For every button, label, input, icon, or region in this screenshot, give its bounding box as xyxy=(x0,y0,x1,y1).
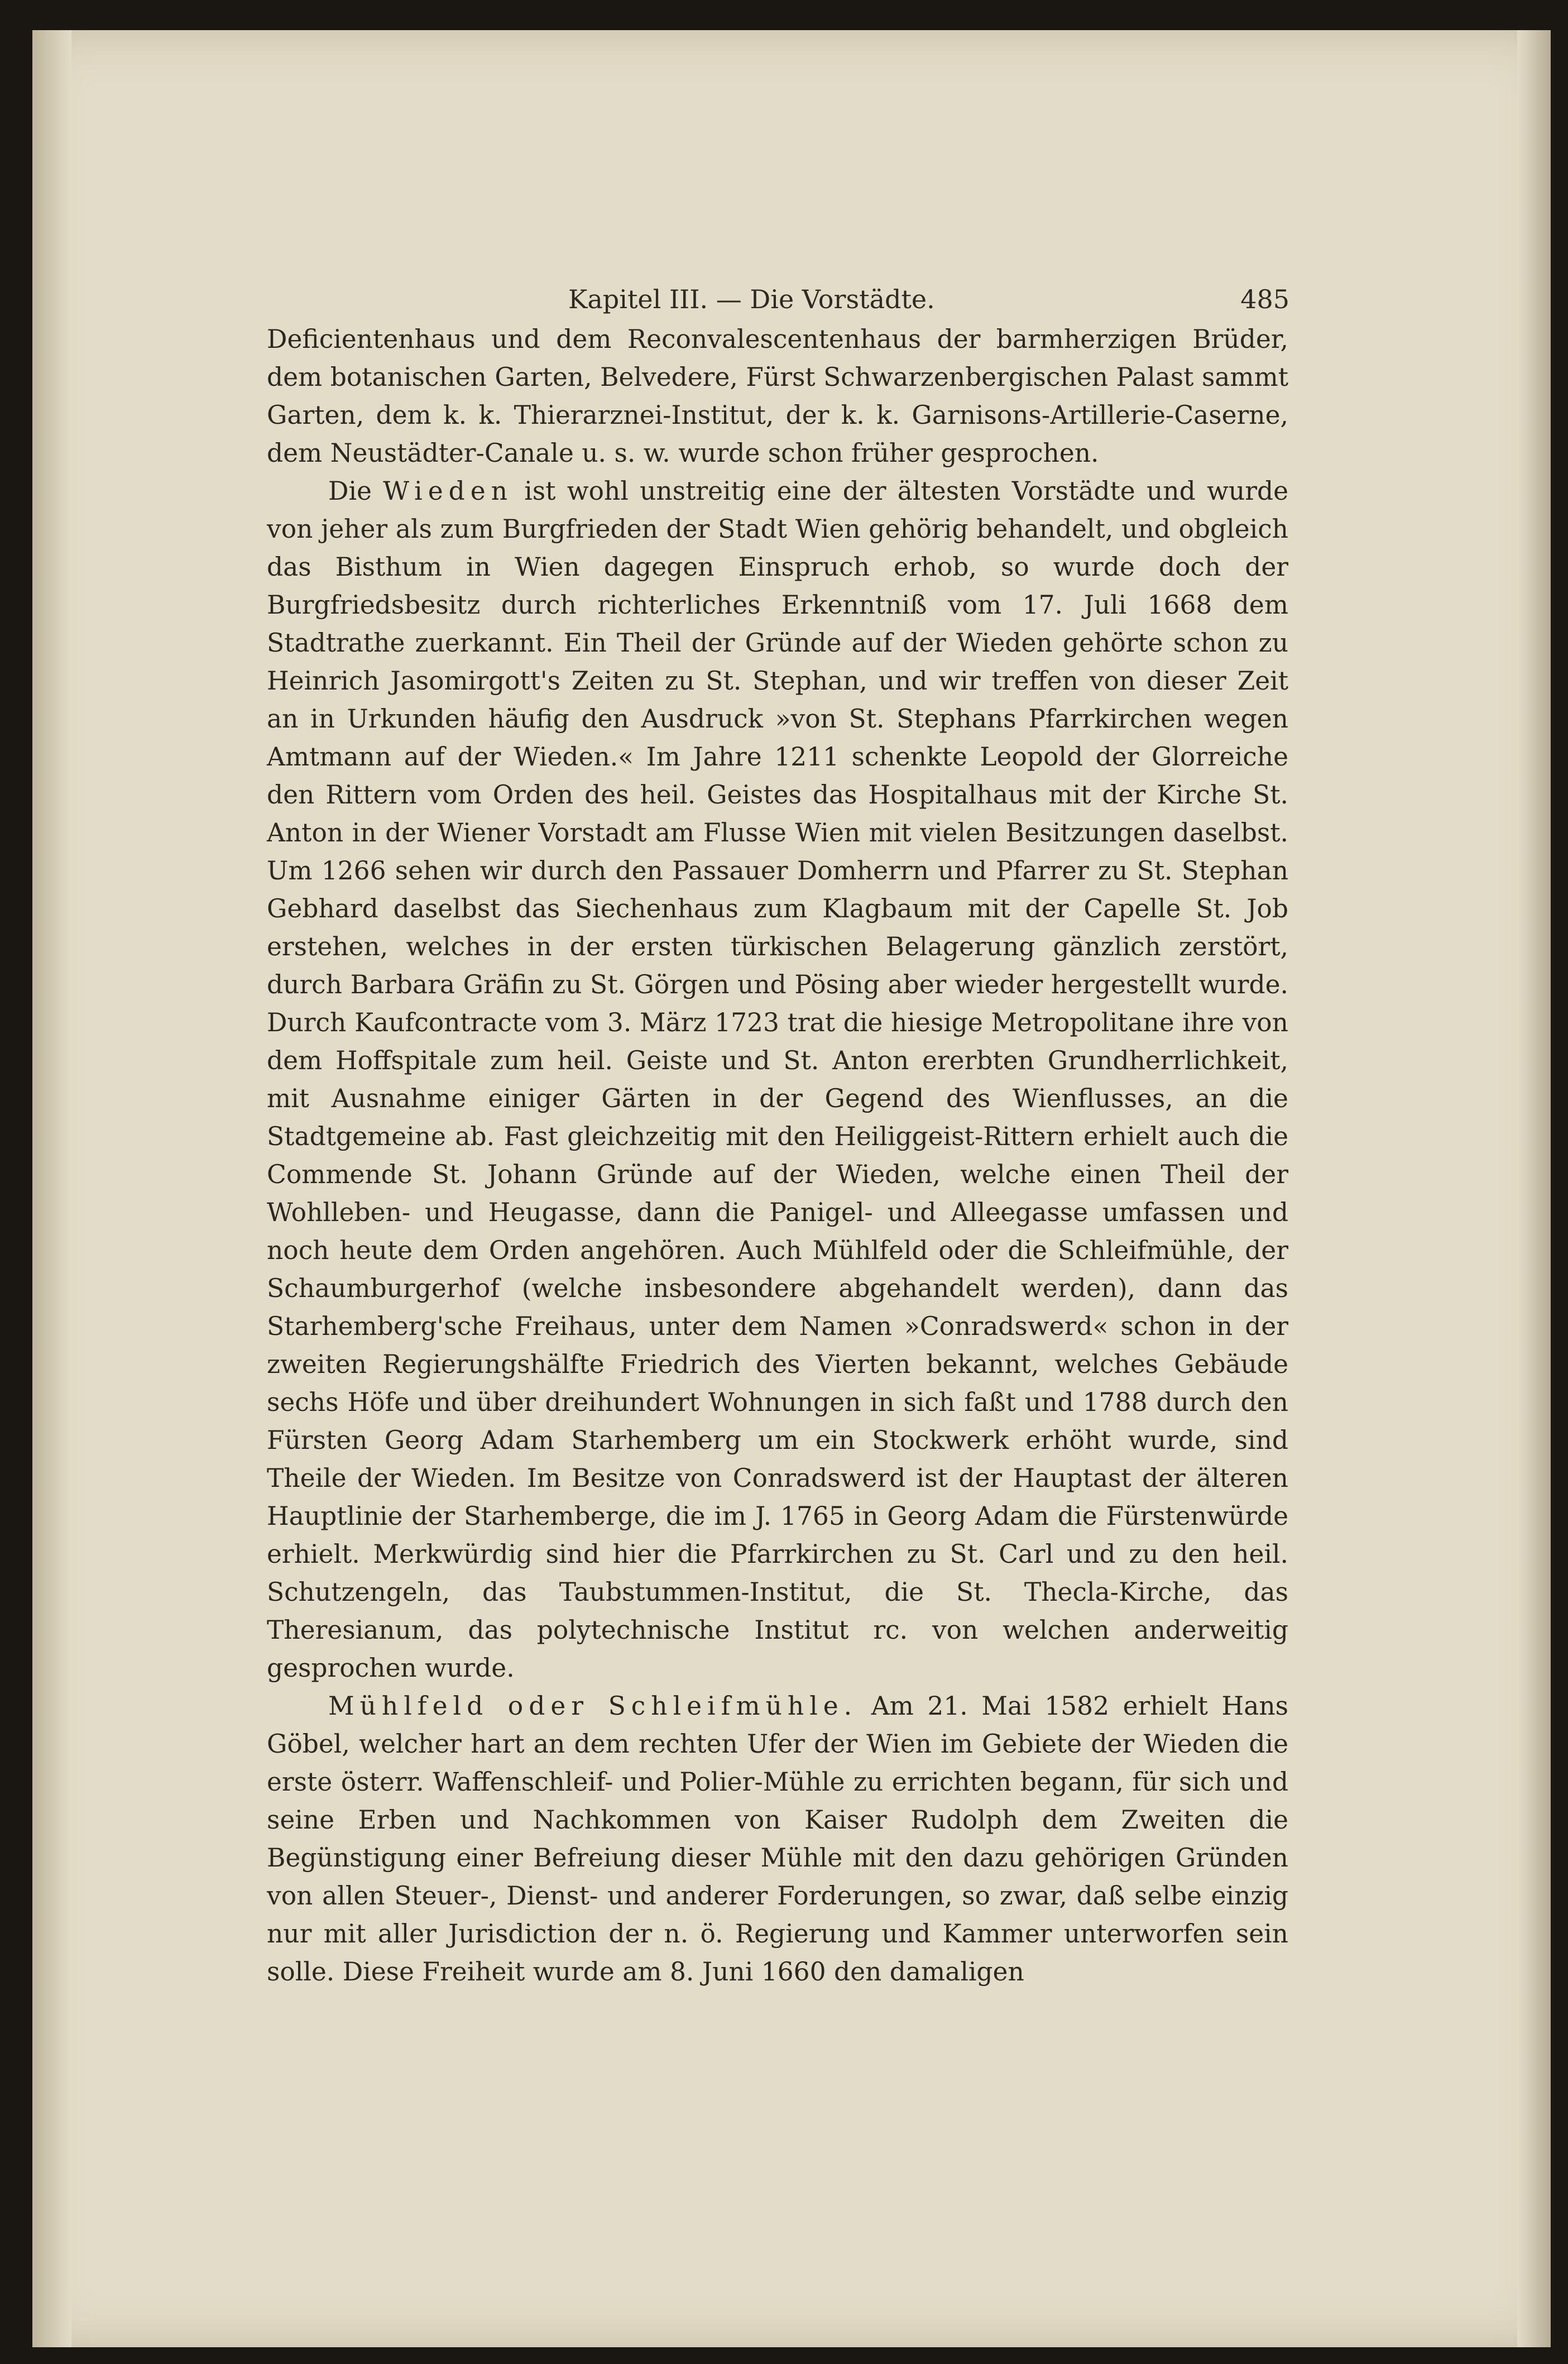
spaced-heading: Mühlfeld oder Schleifmühle. xyxy=(328,1691,858,1721)
paragraph-muehlfeld xyxy=(267,1687,1288,1991)
paragraph-text: Deficientenhaus und dem Reconvalescentenhaus der barmherzigen Brüder, dem botanischen Garten, Belvedere, Fürst Schwarzenbergischen Palast sammt Garten, dem k. k. Thierarznei-Institut, der k. k. Garnisons-Artillerie-Caserne, dem Neustädter-Canale u. s. w. wurde schon früher gesprochen. xyxy=(267,324,1288,468)
page-body-text xyxy=(267,320,1288,1991)
paragraph-continuation xyxy=(267,320,1288,472)
page-number: 485 xyxy=(1240,284,1289,314)
paragraph-text: Am 21. Mai 1582 erhielt Hans Göbel, welcher hart an dem rechten Ufer der Wien im Gebiete der Wieden die erste österr. Waffenschleif- und Polier-Mühle zu errichten begann, für sich und seine Erben und Nachkommen von Kaiser Rudolph dem Zweiten die Begünstigung einer Befreiung dieser Mühle mit den dazu gehörigen Gründen von allen Steuer-, Dienst- und anderer Forderungen, so zwar, daß selbe einzig nur mit aller Jurisdiction der n. ö. Regierung und Kammer unterworfen sein solle. Diese Freiheit wurde am 8. Juni 1660 den damaligen xyxy=(267,1691,1288,1987)
running-header: Kapitel III. — Die Vorstädte. xyxy=(568,284,935,314)
book-page xyxy=(32,30,1551,2347)
page-edge-shadow xyxy=(1517,30,1551,2347)
spaced-keyword: Wieden xyxy=(383,476,514,506)
paragraph-lead: Die xyxy=(328,476,383,506)
paragraph-text: ist wohl unstreitig eine der ältesten Vorstädte und wurde von jeher als zum Burgfrieden der Stadt Wien gehörig behandelt, und obgleich das Bisthum in Wien dagegen Einspruch erhob, so wurde doch der Burgfriedsbesitz durch richterliches Erkenntniß vom 17. Juli 1668 dem Stadtrathe zuerkannt. Ein Theil der Gründe auf der Wieden gehörte schon zu Heinrich Jasomirgott's Zeiten zu St. Stephan, und wir treffen von dieser Zeit an in Urkunden häufig den Ausdruck »von St. Stephans Pfarrkirchen wegen Amtmann auf der Wieden.« Im Jahre 1211 schenkte Leopold der Glorreiche den Rittern vom Orden des heil. Geistes das Hospitalhaus mit der Kirche St. Anton in der Wiener Vorstadt am Flusse Wien mit vielen Besitzungen daselbst. Um 1266 sehen wir durch den Passauer Domherrn und Pfarrer zu St. Stephan Gebhard daselbst das Siechenhaus zum Klagbaum mit der Capelle St. Job erstehen, welches in der ersten türkischen Belagerung gänzlich zerstört, durch Barbara Gräfin zu St. Görgen und Pösing aber wieder hergestellt wurde. Durch Kaufcontracte vom 3. März 1723 trat die hiesige Metropolitane ihre von dem Hoffspitale zum heil. Geiste und St. Anton ererbten Grundherrlichkeit, mit Ausnahme einiger Gärten in der Gegend des Wienflusses, an die Stadtgemeine ab. Fast gleichzeitig mit den Heiliggeist-Rittern erhielt auch die Commende St. Johann Gründe auf der Wieden, welche einen Theil der Wohlleben- und Heugasse, dann die Panigel- und Alleegasse umfassen und noch heute dem Orden angehören. Auch Mühlfeld oder die Schleifmühle, der Schaumburgerhof (welche insbesondere abgehandelt werden), dann das Starhemberg'sche Freihaus, unter dem Namen »Conradswerd« schon in der zweiten Regierungshälfte Friedrich des Vierten bekannt, welches Gebäude sechs Höfe und über dreihundert Wohnungen in sich faßt und 1788 durch den Fürsten Georg Adam Starhemberg um ein Stockwerk erhöht wurde, sind Theile der Wieden. Im Besitze von Conradswerd ist der Hauptast der älteren Hauptlinie der Starhemberge, die im J. 1765 in Georg Adam die Fürstenwürde erhielt. Merkwürdig sind hier die Pfarrkirchen zu St. Carl und zu den heil. Schutzengeln, das Taubstummen-Institut, die St. Thecla-Kirche, das Theresianum, das polytechnische Institut rc. von welchen anderweitig gesprochen wurde. xyxy=(267,476,1288,1683)
paragraph-wieden xyxy=(267,472,1288,1687)
page-gutter-shadow xyxy=(32,30,71,2347)
